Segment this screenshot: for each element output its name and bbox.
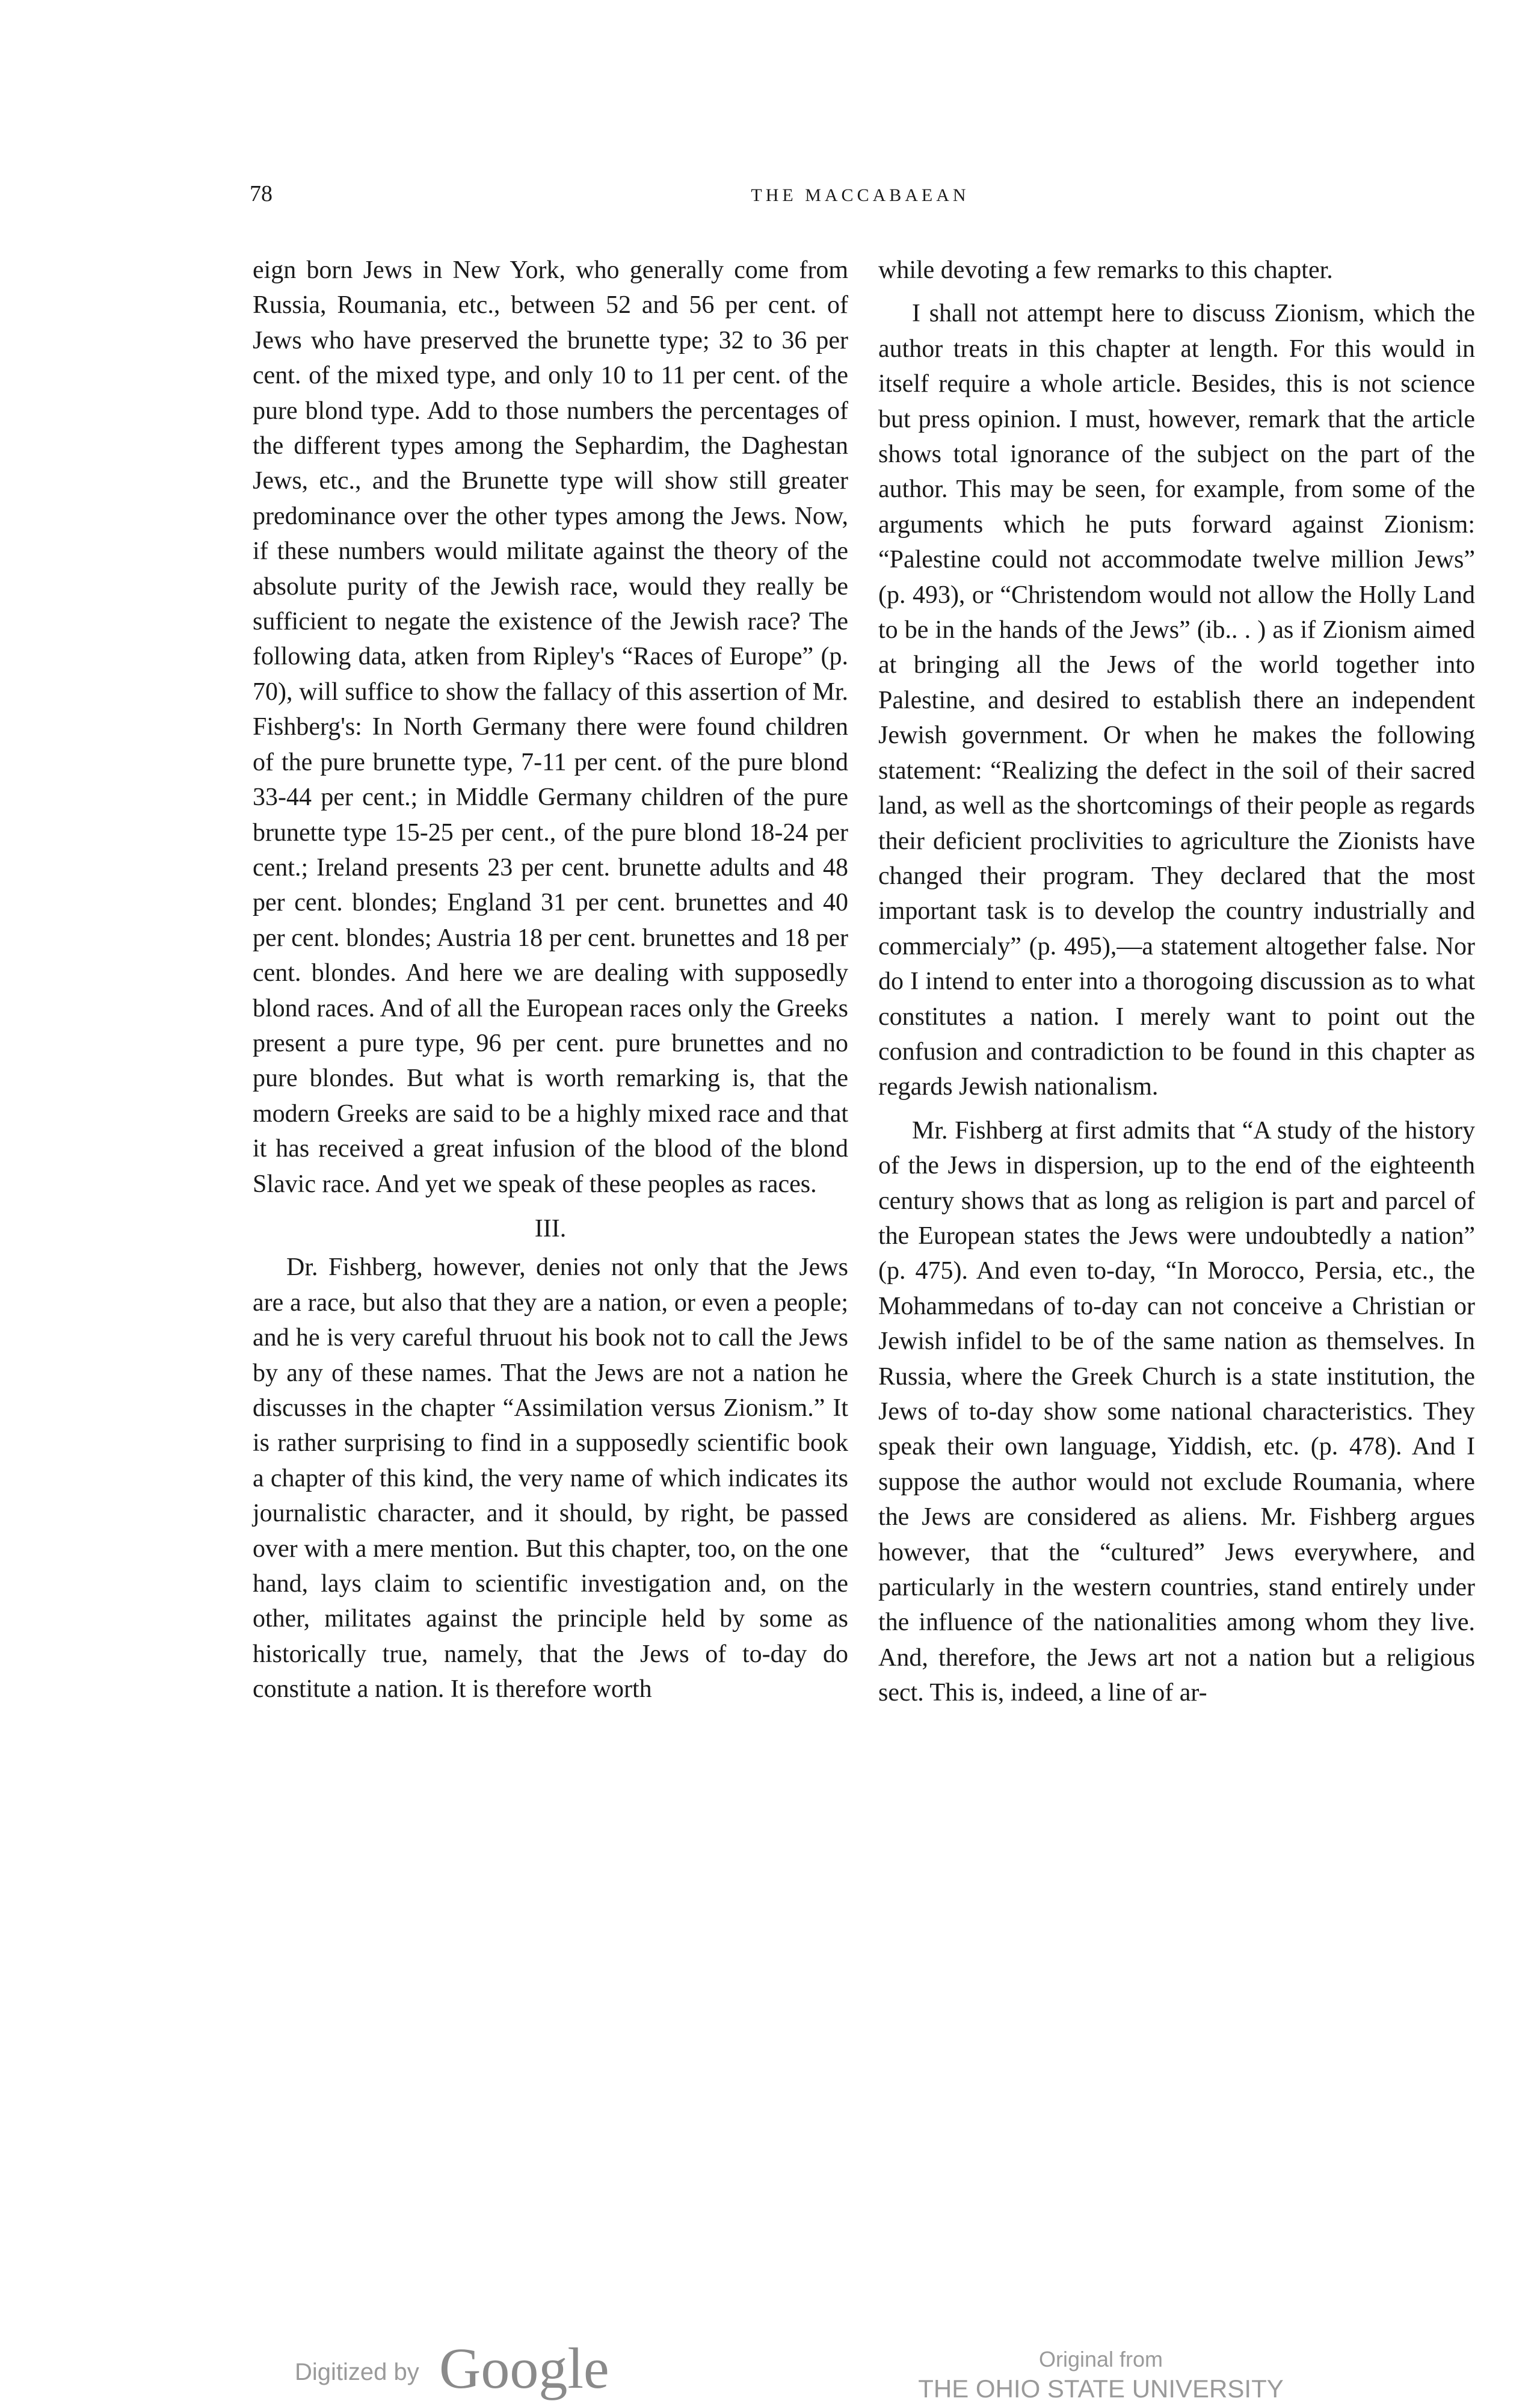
original-from-label: Original from bbox=[1038, 2347, 1163, 2371]
institution-name: THE OHIO STATE UNIVERSITY bbox=[918, 2375, 1284, 2403]
paragraph: Dr. Fishberg, however, denies not only that the Jews are a race, but also that they are a nation, or even a people; and he is very careful thruout his book not to call the Jews by any of these names. That the Jews are not a nation he discusses in the chapter “Assimilation versus Zionism.” It is rather surprising to find in a supposedly scientific book a chapter of this kind, the very name of which indicates its journalistic character, and it should, by right, be passed over with a mere mention. But this chapter, too, on the one hand, lays claim to scientific investigation and, on the other, militates against the principle held by some as historically true, namely, that the Jews of to-day do constitute a nation. It is therefore worth bbox=[253, 1253, 848, 1704]
page-header bbox=[250, 181, 1471, 217]
section-heading: III. bbox=[534, 1214, 567, 1243]
paragraph: Mr. Fishberg at first admits that “A study of the history of the Jews in dispersion, up to the end of the eighteenth century shows that as long as religion is part and parcel of the European states the Jews were undoubtedly a nation” (p. 475). And even to-day, “In Morocco, Persia, etc., the Mohammedans of to-day can not conceive a Christian or Jewish infidel to be of the same nation as themselves. In Russia, where the Greek Church is a state institution, the Jews of to-day show some national characteristics. They speak their own language, Yiddish, etc. (p. 478). And I suppose the author would not exclude Roumania, where the Jews are considered as aliens. Mr. Fishberg argues however, that the “cultured” Jews everywhere, and particularly in the western countries, stand entirely under the influence of the nationalities among whom they live. And, therefore, the Jews art not a nation but a religious sect. This is, indeed, a line of ar- bbox=[878, 1116, 1475, 1707]
paragraph: while devoting a few remarks to this chapter. bbox=[878, 256, 1333, 284]
left-column bbox=[253, 253, 848, 1707]
paragraph: I shall not attempt here to discuss Zionism, which the author treats in this chapter at length. For this would in itself require a whole article. Besides, this is not science but press opinion. I must, however, remark that the article shows total ignorance of the subject on the part of the author. This may be seen, for example, from some of the arguments which he puts forward against Zionism: “Palestine could not accommodate twelve million Jews” (p. 493), or “Christendom would not allow the Holly Land to be in the hands of the Jews” (ib.. . ) as if Zionism aimed at bringing all the Jews of the world together into Palestine, and desired to establish there an independent Jewish government. Or when he makes the following statement: “Realizing the defect in the soil of their sacred land, as well as the shortcomings of their people as regards their deficient proclivities to agriculture the Zionists have changed their program. They declared that the most important task is to develop the country industrially and commercialy” (p. 495),—a statement altogether false. Nor do I intend to enter into a thorogoing discussion as to what constitutes a nation. I merely want to point out the confusion and contradiction to be found in this chapter as regards Jewish nationalism. bbox=[878, 300, 1475, 1101]
google-logo: Google bbox=[439, 2336, 609, 2400]
digitization-footer bbox=[0, 2336, 1540, 2407]
paragraph: eign born Jews in New York, who generally come from Russia, Roumania, etc., between 52 and 56 per cent. of Jews who have preserved the brunette type; 32 to 36 per cent. of the mixed type, and only 10 to 11 per cent. of the pure blond type. Add to those numbers the percentages of the different types among the Sephardim, the Daghestan Jews, etc., and the Brunette type will show still greater predominance over the other types among the Jews. Now, if these numbers would militate against the theory of the absolute purity of the Jewish race, would they really be sufficient to negate the existence of the Jewish race? The following data, atken from Ripley's “Races of Europe” (p. 70), will suffice to show the fallacy of this assertion of Mr. Fishberg's: In North Germany there were found children of the pure brunette type, 7-11 per cent. of the pure blond 33-44 per cent.; in Middle Germany children of the pure brunette type 15-25 per cent., of the pure blond 18-24 per cent.; Ireland presents 23 per cent. brunette adults and 48 per cent. blondes; England 31 per cent. brunettes and 40 per cent. blondes; Austria 18 per cent. brunettes and 18 per cent. blondes. And here we are dealing with supposedly blond races. And of all the European races only the Greeks present a pure type, 96 per cent. pure brunettes and no pure blondes. But what is worth remarking is, that the modern Greeks are said to be a highly mixed race and that it has received a great infusion of the blood of the blond Slavic race. And yet we speak of these peoples as races. bbox=[253, 256, 848, 1198]
page-number: 78 bbox=[250, 181, 273, 206]
running-head: THE MACCABAEAN bbox=[751, 185, 970, 205]
right-column bbox=[878, 253, 1475, 1711]
digitized-by-label: Digitized by bbox=[295, 2359, 419, 2385]
